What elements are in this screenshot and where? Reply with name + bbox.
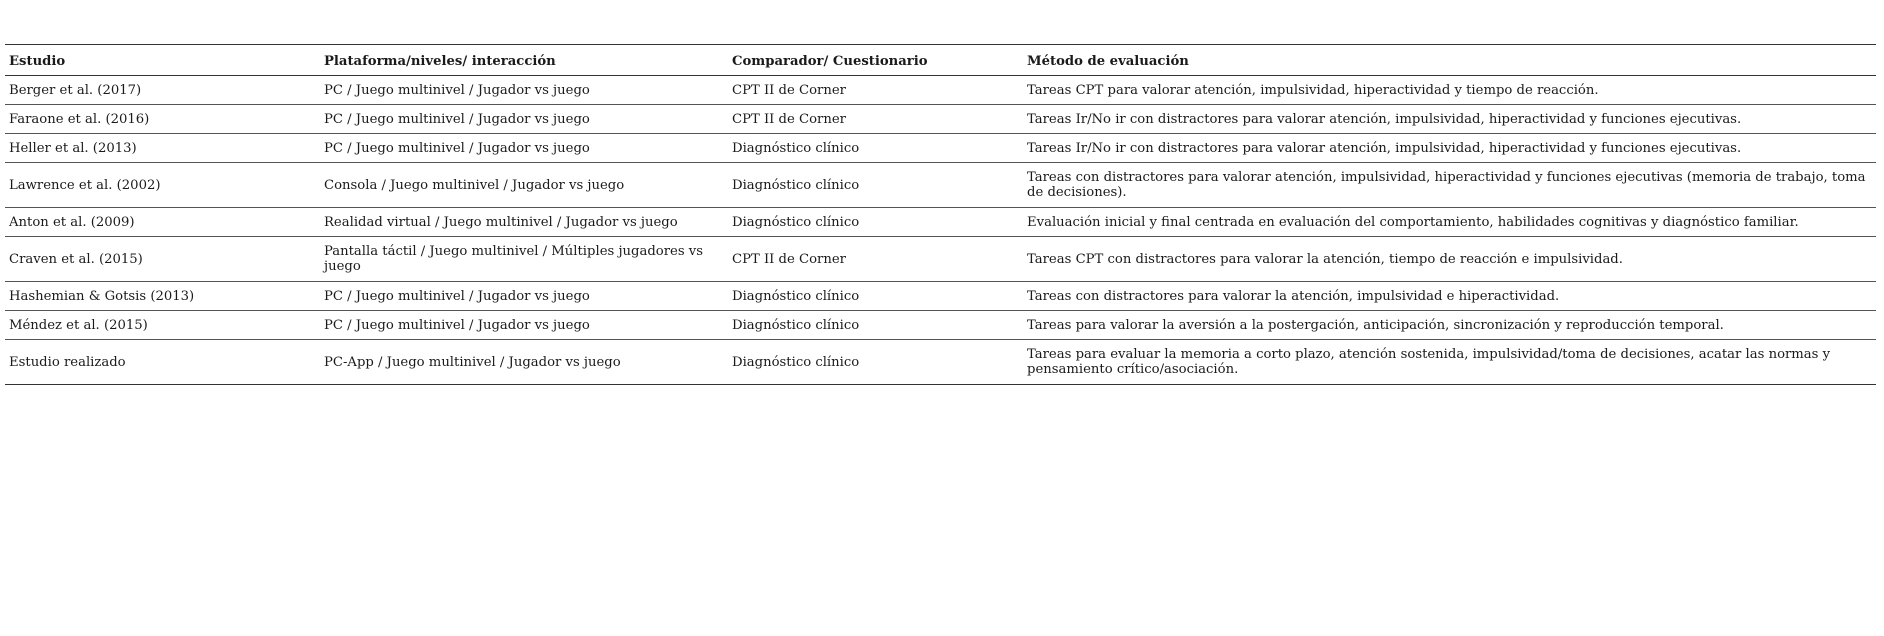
table-row — [5, 134, 1876, 163]
cell-comparador: Diagnóstico clínico — [728, 311, 1023, 340]
cell-comparador: Diagnóstico clínico — [728, 208, 1023, 237]
table-row — [5, 340, 1876, 385]
table-header-row — [5, 45, 1876, 76]
table-row — [5, 282, 1876, 311]
table-row — [5, 105, 1876, 134]
cell-plataforma: Pantalla táctil / Juego multinivel / Múltiples jugadores vs juego — [320, 237, 728, 282]
header-estudio: Estudio — [5, 45, 320, 76]
cell-plataforma: PC / Juego multinivel / Jugador vs juego — [320, 311, 728, 340]
cell-estudio: Estudio realizado — [5, 340, 320, 385]
cell-plataforma: PC / Juego multinivel / Jugador vs juego — [320, 282, 728, 311]
cell-estudio: Craven et al. (2015) — [5, 237, 320, 282]
cell-estudio: Hashemian & Gotsis (2013) — [5, 282, 320, 311]
cell-plataforma: PC / Juego multinivel / Jugador vs juego — [320, 134, 728, 163]
table-row — [5, 163, 1876, 208]
header-plataforma: Plataforma/niveles/ interacción — [320, 45, 728, 76]
cell-estudio: Anton et al. (2009) — [5, 208, 320, 237]
cell-comparador: CPT II de Corner — [728, 76, 1023, 105]
cell-metodo: Evaluación inicial y final centrada en evaluación del comportamiento, habilidades cognitivas y diagnóstico familiar. — [1023, 208, 1876, 237]
cell-comparador: CPT II de Corner — [728, 237, 1023, 282]
cell-estudio: Lawrence et al. (2002) — [5, 163, 320, 208]
cell-plataforma: Realidad virtual / Juego multinivel / Jugador vs juego — [320, 208, 728, 237]
table-row — [5, 237, 1876, 282]
cell-plataforma: PC-App / Juego multinivel / Jugador vs juego — [320, 340, 728, 385]
cell-plataforma: PC / Juego multinivel / Jugador vs juego — [320, 105, 728, 134]
cell-comparador: Diagnóstico clínico — [728, 282, 1023, 311]
cell-comparador: Diagnóstico clínico — [728, 134, 1023, 163]
cell-metodo: Tareas para valorar la aversión a la postergación, anticipación, sincronización y reproducción temporal. — [1023, 311, 1876, 340]
cell-metodo: Tareas con distractores para valorar la atención, impulsividad e hiperactividad. — [1023, 282, 1876, 311]
cell-estudio: Méndez et al. (2015) — [5, 311, 320, 340]
cell-estudio: Berger et al. (2017) — [5, 76, 320, 105]
table-row — [5, 208, 1876, 237]
table-row — [5, 76, 1876, 105]
cell-comparador: Diagnóstico clínico — [728, 163, 1023, 208]
comparison-table — [5, 44, 1876, 385]
cell-estudio: Faraone et al. (2016) — [5, 105, 320, 134]
cell-metodo: Tareas Ir/No ir con distractores para valorar atención, impulsividad, hiperactividad y funciones ejecutivas. — [1023, 105, 1876, 134]
table-row — [5, 311, 1876, 340]
cell-estudio: Heller et al. (2013) — [5, 134, 320, 163]
cell-metodo: Tareas con distractores para valorar atención, impulsividad, hiperactividad y funciones ejecutivas (memoria de trabajo, toma de decisiones). — [1023, 163, 1876, 208]
header-comparador: Comparador/ Cuestionario — [728, 45, 1023, 76]
cell-comparador: CPT II de Corner — [728, 105, 1023, 134]
cell-plataforma: Consola / Juego multinivel / Jugador vs juego — [320, 163, 728, 208]
cell-comparador: Diagnóstico clínico — [728, 340, 1023, 385]
cell-plataforma: PC / Juego multinivel / Jugador vs juego — [320, 76, 728, 105]
header-metodo: Método de evaluación — [1023, 45, 1876, 76]
cell-metodo: Tareas CPT para valorar atención, impulsividad, hiperactividad y tiempo de reacción. — [1023, 76, 1876, 105]
cell-metodo: Tareas para evaluar la memoria a corto plazo, atención sostenida, impulsividad/toma de decisiones, acatar las normas y pensamiento crítico/asociación. — [1023, 340, 1876, 385]
comparison-table-container — [5, 44, 1876, 385]
cell-metodo: Tareas Ir/No ir con distractores para valorar atención, impulsividad, hiperactividad y funciones ejecutivas. — [1023, 134, 1876, 163]
cell-metodo: Tareas CPT con distractores para valorar la atención, tiempo de reacción e impulsividad. — [1023, 237, 1876, 282]
